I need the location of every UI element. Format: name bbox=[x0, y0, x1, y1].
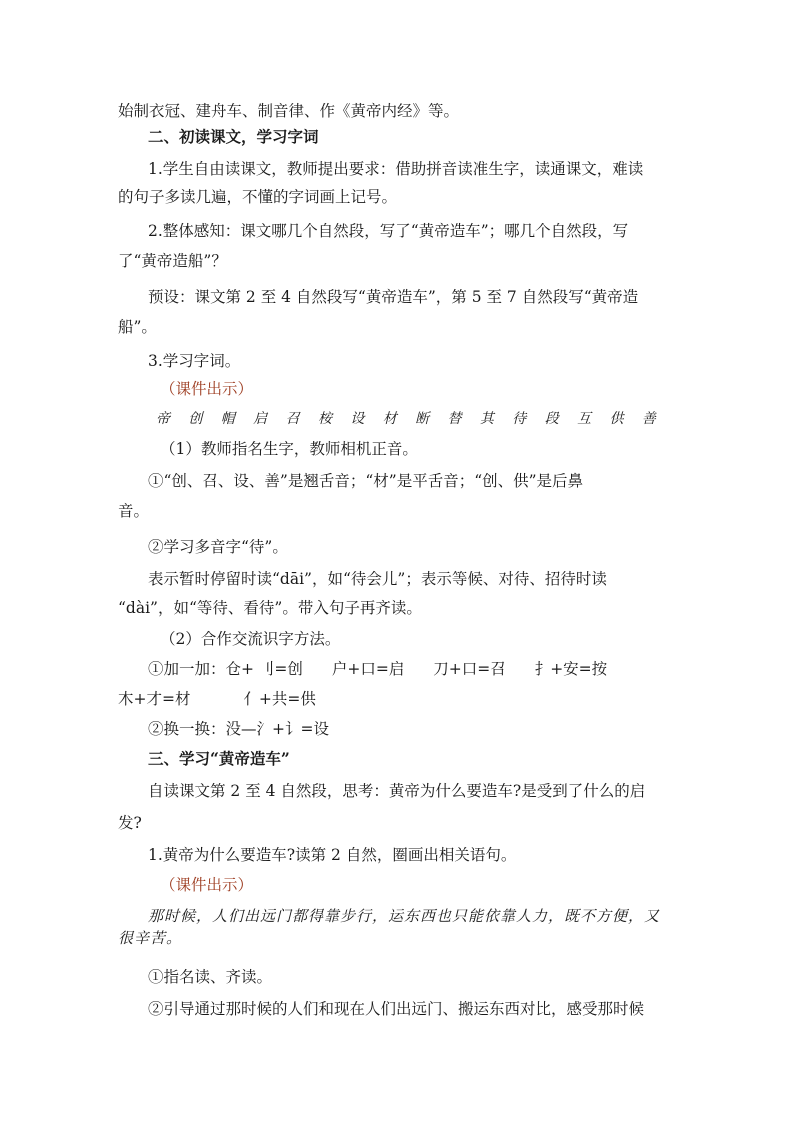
text-line: ②换一换：没—氵+讠=设 bbox=[148, 720, 329, 738]
text-line: ①指名读、齐读。 bbox=[148, 968, 273, 986]
section-heading-3: 三、学习“黄帝造车” bbox=[148, 749, 290, 768]
char-item: 互 bbox=[577, 411, 592, 427]
char-item: 桉 bbox=[317, 411, 332, 427]
section-heading-2: 二、初读课文，学习字词 bbox=[148, 127, 319, 146]
text-line: ②引导通过那时候的人们和现在人们出远门、搬运东西对比，感受那时候 bbox=[148, 1000, 645, 1018]
text-line: 表示暂时停留时读“dāi”，如“待会儿”；表示等候、对待、招待时读 bbox=[148, 570, 607, 588]
char-item: 断 bbox=[415, 411, 430, 427]
formula: 亻+共=供 bbox=[243, 690, 316, 708]
text-line: 了“黄帝造船”？ bbox=[118, 252, 227, 270]
char-item: 帝 bbox=[156, 411, 170, 427]
text-line: 的句子多读几遍，不懂的字词画上记号。 bbox=[118, 188, 398, 206]
text-line: 发? bbox=[118, 814, 142, 832]
char-item: 材 bbox=[382, 411, 397, 427]
char-item: 帽 bbox=[220, 411, 235, 427]
formula: 户+口=启 bbox=[331, 660, 405, 678]
char-item: 替 bbox=[447, 411, 462, 427]
text-line: 2.整体感知：课文哪几个自然段，写了“黄帝造车”；哪几个自然段，写 bbox=[148, 222, 629, 240]
text-line: （2）合作交流识字方法。 bbox=[160, 630, 341, 648]
char-item: 创 bbox=[188, 411, 203, 427]
courseware-quote bbox=[118, 905, 678, 949]
text-line: 预设：课文第 2 至 4 自然段写“黄帝造车”，第 5 至 7 自然段写“黄帝造 bbox=[148, 288, 639, 306]
char-item: 待 bbox=[512, 411, 527, 427]
quote-line: 很辛苦。 bbox=[118, 929, 183, 947]
formula: 刀+口=召 bbox=[433, 660, 506, 678]
text-line: 1.学生自由读课文，教师提出要求：借助拼音读准生字，读通课文，难读 bbox=[148, 160, 644, 178]
text-line: ②学习多音字“待”。 bbox=[148, 538, 288, 556]
char-item: 设 bbox=[350, 411, 365, 427]
text-line: 1.黄帝为什么要造车?读第 2 自然，圈画出相关语句。 bbox=[148, 846, 517, 864]
quote-line: 那时候，人们出远门都得靠步行，运东西也只能依靠人力，既不方便，又 bbox=[148, 907, 661, 925]
new-characters-list bbox=[156, 408, 656, 430]
text-line: （1）教师指名生字，教师相机正音。 bbox=[160, 440, 418, 458]
formula: 木+才=材 bbox=[118, 690, 191, 708]
text-line: “dài”，如“等待、看待”。带入句子再齐读。 bbox=[118, 599, 422, 617]
text-line: 始制衣冠、建舟车、制音律、作《黄帝内经》等。 bbox=[118, 102, 460, 120]
courseware-label: （课件出示） bbox=[160, 380, 254, 398]
text-line bbox=[118, 688, 678, 710]
text-line bbox=[148, 658, 708, 680]
text-line: 3.学习字词。 bbox=[148, 352, 241, 370]
char-item: 段 bbox=[544, 411, 559, 427]
char-item: 召 bbox=[285, 411, 300, 427]
char-item: 供 bbox=[609, 411, 624, 427]
text-line: 音。 bbox=[118, 502, 150, 520]
char-item: 其 bbox=[479, 411, 494, 427]
courseware-label: （课件出示） bbox=[160, 876, 254, 894]
char-item: 启 bbox=[253, 411, 268, 427]
formula: ①加一加：仓+ 刂=创 bbox=[148, 660, 303, 678]
char-item: 善 bbox=[641, 411, 656, 427]
text-line: 船”。 bbox=[118, 318, 157, 336]
text-line: ①“创、召、设、善”是翘舌音；“材”是平舌音；“创、供”是后鼻 bbox=[148, 472, 584, 490]
formula: 扌+安=按 bbox=[534, 660, 608, 678]
text-line: 自读课文第 2 至 4 自然段，思考：黄帝为什么要造车?是受到了什么的启 bbox=[148, 782, 646, 800]
